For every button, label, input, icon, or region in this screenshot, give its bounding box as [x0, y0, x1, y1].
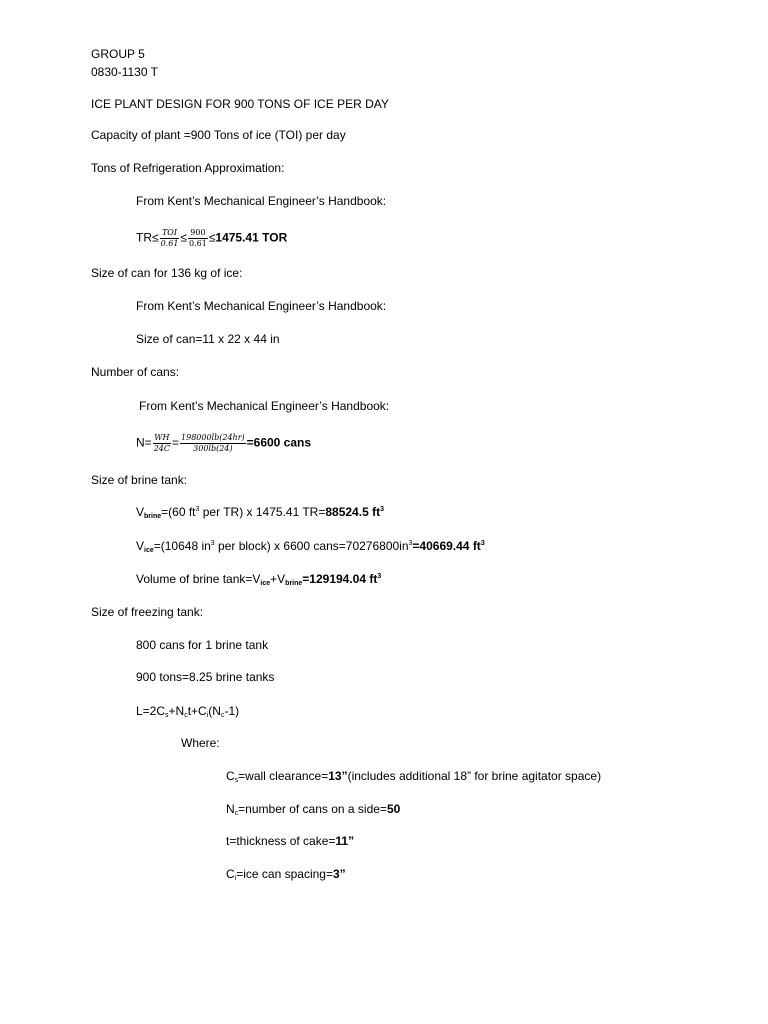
v-ice-line	[136, 538, 485, 554]
schedule-label: 0830-1130 T	[91, 65, 158, 79]
brine-heading: Size of brine tank:	[91, 473, 188, 487]
subscript: ice	[260, 580, 271, 587]
tr-lhs: TR	[136, 230, 152, 245]
expression: t+C	[187, 704, 207, 718]
symbol: C	[226, 867, 235, 881]
ci-value: 3”	[332, 867, 346, 881]
fraction-wh	[153, 433, 171, 454]
nc-definition	[226, 801, 400, 817]
tr-heading: Tons of Refrigeration Approximation:	[91, 161, 285, 175]
symbol: C	[226, 769, 235, 783]
le-symbol: ≤	[208, 230, 216, 245]
subscript: s	[165, 712, 169, 719]
expression: +V	[270, 572, 286, 586]
superscript: 3	[377, 573, 382, 580]
subscript: brine	[285, 580, 303, 587]
symbol-v: V	[136, 539, 145, 553]
cans-result: =6600 cans	[246, 435, 312, 450]
subscript: c	[220, 712, 225, 719]
group-label: GROUP 5	[91, 47, 145, 61]
v-ice-result: =40669.44 ft	[412, 539, 481, 553]
note: (includes additional 18” for brine agitator space)	[347, 769, 602, 783]
expression: =ice can spacing=	[236, 867, 333, 881]
fraction-numerator: 900	[188, 228, 208, 239]
symbol-v: V	[136, 505, 145, 519]
expression: =(10648 in	[153, 539, 211, 553]
expression: t=thickness of cake=	[226, 834, 336, 848]
subscript: ice	[144, 547, 154, 554]
t-definition	[226, 833, 354, 849]
expression: =wall clearance=	[238, 769, 329, 783]
expression: L=2C	[136, 704, 166, 718]
superscript: 3	[210, 540, 215, 547]
where-label: Where:	[181, 736, 220, 750]
cans-formula	[136, 433, 311, 454]
equals-symbol: =	[172, 435, 180, 450]
expression: -1)	[224, 704, 240, 718]
cs-value: 13”	[328, 769, 348, 783]
superscript: 3	[408, 540, 413, 547]
fraction-198000	[180, 433, 246, 454]
cans-source: From Kent’s Mechanical Engineer’s Handbook:	[139, 399, 390, 413]
fraction-denominator: 0.61	[189, 239, 207, 248]
expression: =(60 ft	[161, 505, 196, 519]
v-brine-line	[136, 504, 384, 520]
v-brine-result: 88524.5 ft	[325, 505, 381, 519]
fraction-denominator: 0.61	[160, 239, 179, 248]
ci-definition	[226, 866, 346, 882]
t-value: 11”	[335, 834, 355, 848]
tr-formula	[136, 228, 287, 249]
subscript: c	[184, 712, 188, 719]
fraction-toi	[160, 228, 180, 249]
symbol: N	[226, 802, 235, 816]
fraction-numerator: WH	[154, 433, 170, 442]
expression: =number of cans on a side=	[238, 802, 387, 816]
subscript: s	[234, 777, 239, 784]
expression: +N	[168, 704, 185, 718]
cans-lhs: N=	[136, 435, 152, 450]
length-formula	[136, 703, 239, 719]
freezing-line-1: 800 cans for 1 brine tank	[136, 638, 269, 652]
subscript: i	[206, 712, 209, 719]
cans-heading: Number of cans:	[91, 365, 180, 379]
subscript: i	[234, 875, 237, 882]
document-title: ICE PLANT DESIGN FOR 900 TONS OF ICE PER DAY	[91, 97, 389, 111]
fraction-numerator: 198000lb(24hr)	[181, 433, 245, 442]
expression: (N	[208, 704, 221, 718]
tr-result: 1475.41 TOR	[215, 230, 288, 245]
nc-value: 50	[386, 802, 401, 816]
fraction-900	[188, 228, 208, 249]
fraction-numerator: TOI	[160, 228, 180, 239]
superscript: 3	[195, 506, 200, 513]
expression: per block) x 6600 cans=70276800in	[214, 539, 409, 553]
superscript: 3	[480, 540, 485, 547]
freezing-line-2: 900 tons=8.25 brine tanks	[136, 670, 275, 684]
subscript: brine	[144, 513, 162, 520]
volume-result: =129194.04 ft	[302, 572, 378, 586]
subscript: c	[234, 810, 239, 817]
le-symbol: ≤	[152, 230, 159, 245]
capacity-text: Capacity of plant =900 Tons of ice (TOI) per day	[91, 128, 346, 142]
expression: per TR) x 1475.41 TR=	[199, 505, 326, 519]
volume-line	[136, 571, 381, 587]
fraction-denominator: 300lb(24)	[193, 444, 233, 453]
fraction-denominator: 24C	[153, 444, 170, 453]
cs-definition	[226, 768, 601, 784]
expression: Volume of brine tank=V	[136, 572, 261, 586]
tr-source: From Kent’s Mechanical Engineer’s Handbook:	[136, 194, 387, 208]
freezing-heading: Size of freezing tank:	[91, 605, 204, 619]
can-size: Size of can=11 x 22 x 44 in	[136, 332, 280, 346]
le-symbol: ≤	[180, 230, 187, 245]
superscript: 3	[380, 506, 384, 513]
can-heading: Size of can for 136 kg of ice:	[91, 266, 243, 280]
can-source: From Kent’s Mechanical Engineer’s Handbook:	[136, 299, 387, 313]
